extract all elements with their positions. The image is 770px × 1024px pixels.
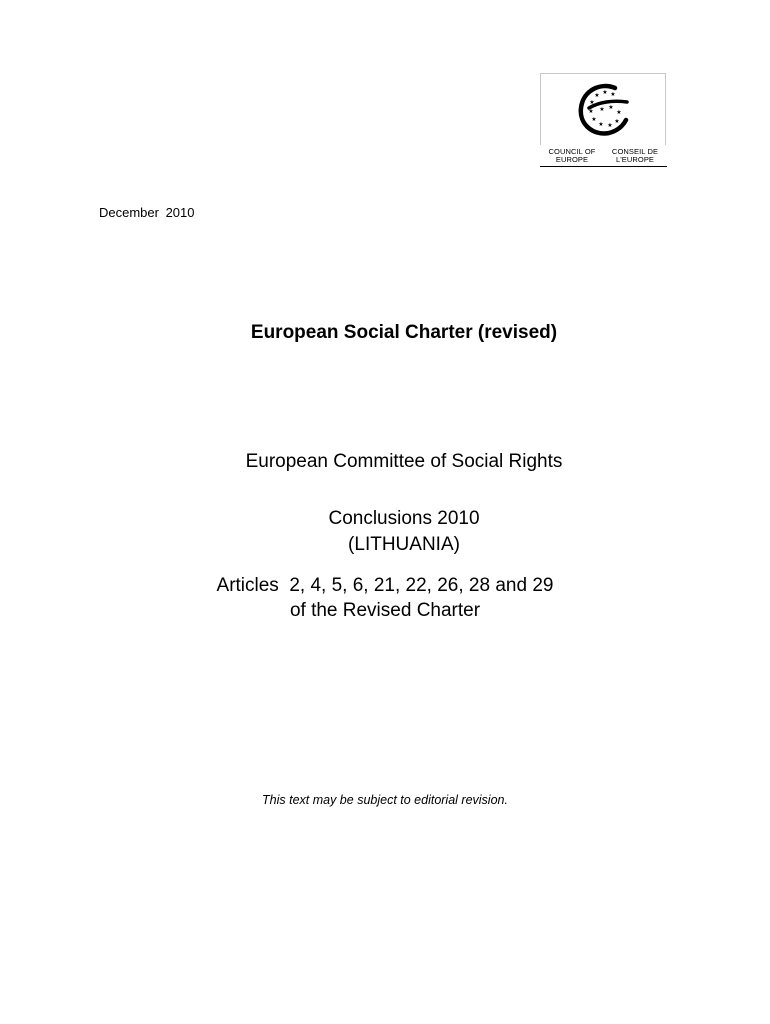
svg-text:★: ★ (588, 108, 594, 115)
svg-text:★: ★ (608, 104, 614, 111)
committee-name: European Committee of Social Rights (245, 451, 563, 472)
logo-text-french: CONSEIL DE L'EUROPE (611, 147, 659, 164)
svg-text:★: ★ (616, 109, 622, 116)
svg-text:★: ★ (594, 92, 600, 99)
council-of-europe-emblem-icon (571, 78, 635, 142)
document-date: December 2010 (99, 205, 195, 220)
svg-text:★: ★ (602, 89, 608, 96)
articles-subline: of the Revised Charter (289, 600, 481, 621)
document-title: European Social Charter (revised) (250, 322, 558, 343)
conclusions-heading: Conclusions 2010 (328, 508, 480, 529)
editorial-note: This text may be subject to editorial revision. (262, 793, 508, 807)
articles-line: Articles 2, 4, 5, 6, 21, 22, 26, 28 and 29 (216, 575, 554, 596)
country-name: (LITHUANIA) (348, 534, 460, 555)
logo-frame (540, 73, 666, 145)
svg-text:★: ★ (598, 121, 604, 128)
svg-text:★: ★ (610, 91, 616, 98)
svg-text:★: ★ (589, 99, 595, 106)
logo-text-english: COUNCIL OF EUROPE (548, 147, 596, 164)
svg-text:★: ★ (591, 116, 597, 123)
logo-underline (540, 166, 667, 167)
svg-text:★: ★ (599, 106, 605, 113)
svg-text:★: ★ (607, 122, 613, 129)
svg-text:★: ★ (614, 118, 620, 125)
